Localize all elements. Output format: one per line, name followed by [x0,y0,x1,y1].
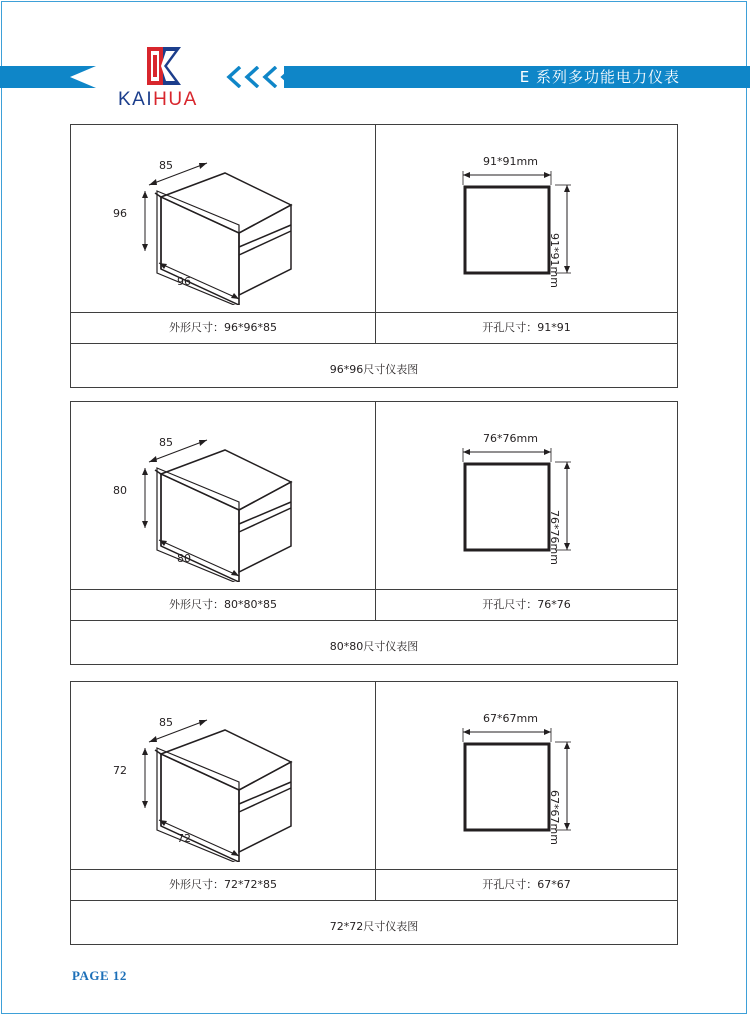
cutout-caption: 开孔尺寸：91*91 [482,321,571,334]
width-label: 96 [177,275,191,288]
row-divider [71,312,677,313]
row-divider [71,620,677,621]
outline-drawing [111,135,311,305]
section-footer: 80*80尺寸仪表图 [329,640,419,653]
kaihua-logo-icon [145,45,183,87]
section-footer: 72*72尺寸仪表图 [329,920,419,933]
outline-caption: 外形尺寸：72*72*85 [169,878,277,891]
dimension-section [70,681,678,945]
cutout-side-label: 76*76mm [548,510,561,565]
outline-caption: 外形尺寸：80*80*85 [169,598,277,611]
dimension-section [70,401,678,665]
depth-label: 85 [159,436,173,449]
row-divider [71,343,677,344]
dimension-section [70,124,678,388]
cutout-caption: 开孔尺寸：76*76 [482,598,571,611]
cutout-caption: 开孔尺寸：67*67 [482,878,571,891]
cutout-side-label: 67*67mm [548,790,561,845]
brand-name: KAIHUA [118,89,198,110]
row-divider [71,900,677,901]
header-band-notch [70,66,96,88]
depth-label: 85 [159,716,173,729]
page-header [0,0,750,120]
row-divider [71,589,677,590]
cutout-top-label: 76*76mm [483,432,538,445]
page-number: PAGE 12 [72,968,127,983]
row-divider [71,869,677,870]
outline-drawing [111,412,311,582]
depth-label: 85 [159,159,173,172]
outline-caption: 外形尺寸：96*96*85 [169,321,277,334]
cutout-top-label: 91*91mm [483,155,538,168]
height-label: 96 [113,207,127,220]
cutout-side-label: 91*91mm [548,233,561,288]
header-title: E 系列多功能电力仪表 [519,68,680,86]
cutout-top-label: 67*67mm [483,712,538,725]
header-band-right [284,66,750,88]
width-label: 80 [177,552,191,565]
section-footer: 96*96尺寸仪表图 [329,363,419,376]
height-label: 72 [113,764,127,777]
outline-drawing [111,692,311,862]
height-label: 80 [113,484,127,497]
width-label: 72 [177,832,191,845]
